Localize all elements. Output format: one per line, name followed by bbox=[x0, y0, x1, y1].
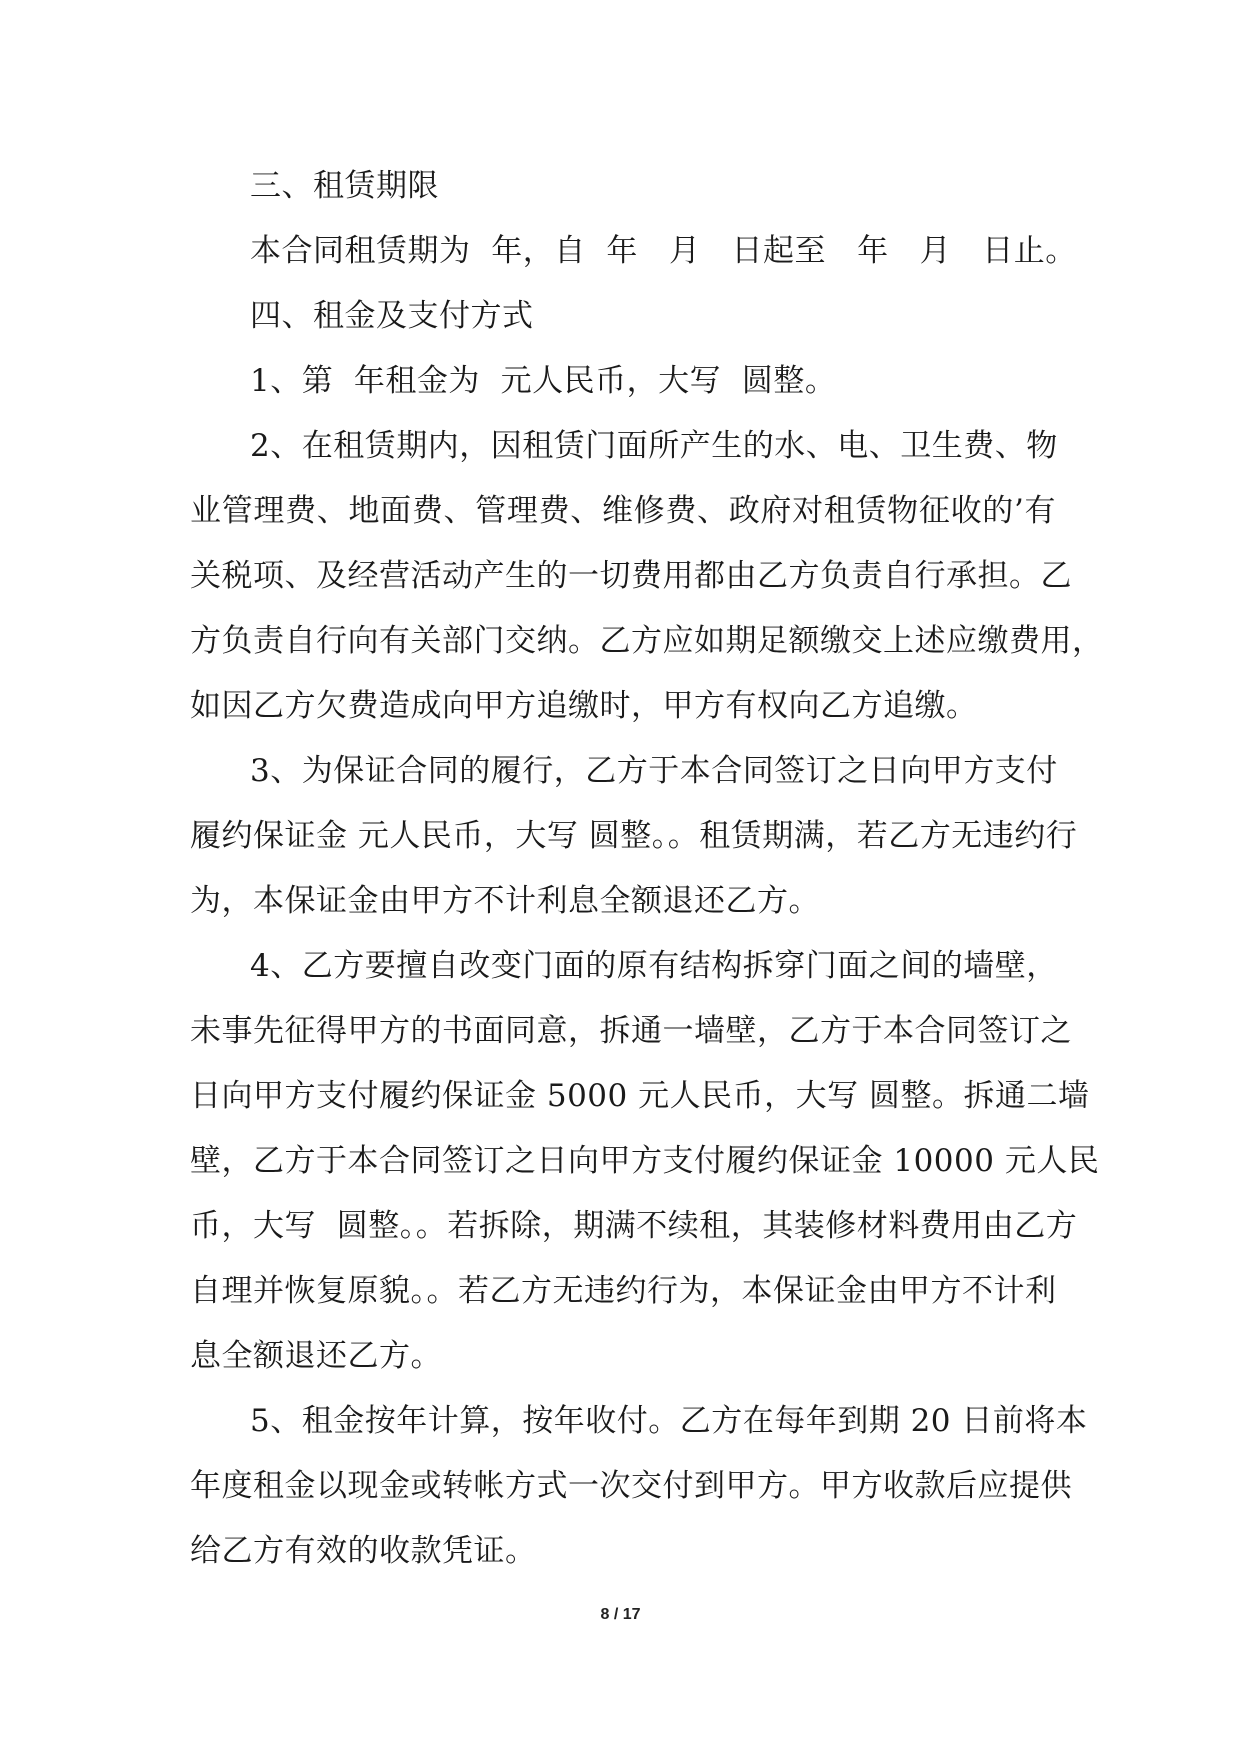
page-number: 8 / 17 bbox=[600, 1606, 641, 1623]
paragraph-line: 年度租金以现金或转帐方式一次交付到甲方。甲方收款后应提供 bbox=[190, 1468, 1072, 1504]
section-heading-rent-payment: 四、租金及支付方式 bbox=[250, 298, 534, 334]
section-heading-lease-term: 三、租赁期限 bbox=[250, 168, 439, 204]
paragraph-line: 业管理费、地面费、管理费、维修费、政府对租赁物征收的’有 bbox=[190, 493, 1056, 529]
paragraph-line: 3、为保证合同的履行，乙方于本合同签订之日向甲方支付 bbox=[250, 753, 1058, 789]
paragraph-line: 为，本保证金由甲方不计利息全额退还乙方。 bbox=[190, 883, 820, 919]
paragraph-line: 1、第 年租金为 元人民币，大写 圆整。 bbox=[250, 363, 837, 399]
paragraph-line: 5、租金按年计算，按年收付。乙方在每年到期 20 日前将本 bbox=[250, 1403, 1088, 1439]
paragraph-line: 壁，乙方于本合同签订之日向甲方支付履约保证金 10000 元人民 bbox=[190, 1143, 1100, 1179]
paragraph-line: 未事先征得甲方的书面同意，拆通一墙壁，乙方于本合同签订之 bbox=[190, 1013, 1072, 1049]
paragraph-line: 方负责自行向有关部门交纳。乙方应如期足额缴交上述应缴费用， bbox=[190, 623, 1104, 659]
paragraph-line: 履约保证金 元人民币，大写 圆整。。租赁期满，若乙方无违约行 bbox=[190, 818, 1078, 854]
paragraph-line: 日向甲方支付履约保证金 5000 元人民币，大写 圆整。拆通二墙 bbox=[190, 1078, 1090, 1114]
paragraph-line: 给乙方有效的收款凭证。 bbox=[190, 1533, 537, 1569]
paragraph-line: 币，大写 圆整。。若拆除，期满不续租，其装修材料费用由乙方 bbox=[190, 1208, 1078, 1244]
paragraph-line: 关税项、及经营活动产生的一切费用都由乙方负责自行承担。乙 bbox=[190, 558, 1072, 594]
paragraph-line: 自理并恢复原貌。。若乙方无违约行为，本保证金由甲方不计利 bbox=[190, 1273, 1057, 1309]
paragraph-line: 本合同租赁期为 年，自 年 月 日起至 年 月 日止。 bbox=[250, 233, 1077, 269]
paragraph-line: 息全额退还乙方。 bbox=[190, 1338, 442, 1374]
paragraph-line: 如因乙方欠费造成向甲方追缴时，甲方有权向乙方追缴。 bbox=[190, 688, 978, 724]
paragraph-line: 4、乙方要擅自改变门面的原有结构拆穿门面之间的墙壁， bbox=[250, 948, 1058, 984]
paragraph-line: 2、在租赁期内，因租赁门面所产生的水、电、卫生费、物 bbox=[250, 428, 1058, 464]
